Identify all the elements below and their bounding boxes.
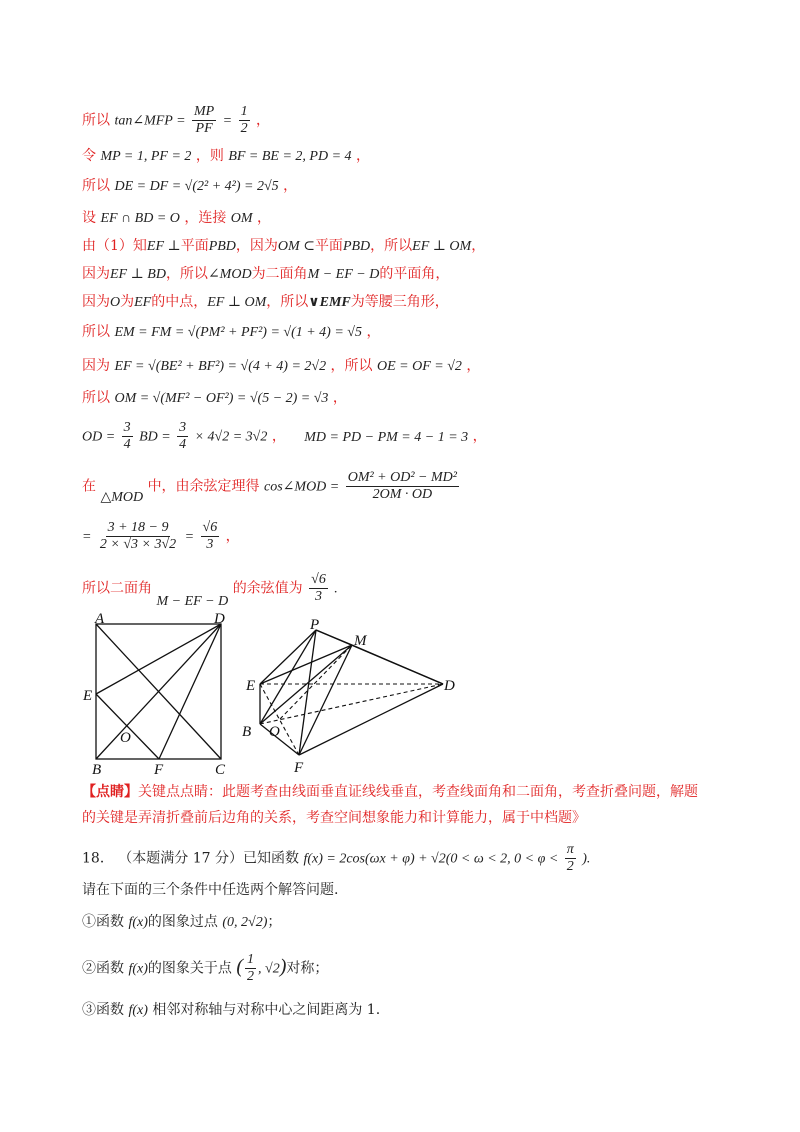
formula: (0, 2√2) <box>222 915 268 930</box>
label-M: M <box>354 633 367 649</box>
text: ， <box>356 148 370 164</box>
text: ， <box>332 390 347 406</box>
denominator: 4 <box>179 437 187 452</box>
text: 为二面角 <box>251 266 308 282</box>
formula: BF = BE = 2, PD = 4 <box>228 149 352 164</box>
dashed-BD <box>260 684 443 724</box>
denominator: 2 <box>247 969 255 984</box>
numerator: π <box>566 842 574 857</box>
solution-line-11 <box>82 420 487 453</box>
problem-18-header <box>82 842 590 875</box>
formula: OM <box>230 211 253 226</box>
formula: MP = 1, PF = 2 <box>100 149 192 164</box>
numerator: 1 <box>240 104 248 119</box>
text: 相邻对称轴与对称中心之间距离为 1. <box>152 1002 381 1018</box>
label-A: A <box>95 612 105 627</box>
text: ，连接 <box>184 210 227 226</box>
label-E: E <box>83 688 93 704</box>
fraction <box>192 104 216 137</box>
formula: EF ⊥ OM <box>412 239 472 254</box>
dashed-OM <box>280 645 352 719</box>
text: 在 <box>82 478 96 495</box>
formula: DE = DF = √(2² + 4²) = 2√5 <box>114 179 279 194</box>
text: ，所以 <box>165 266 208 282</box>
text: 的图象关于点 <box>147 960 232 977</box>
instruction-text: 请在下面的三个条件中任选两个解答问题. <box>82 882 339 898</box>
problem-intro: （本题满分 17 分）已知函数 <box>118 850 299 867</box>
solution-line-6 <box>82 264 449 285</box>
solution-line-13 <box>82 520 240 553</box>
denominator: 4 <box>123 437 131 452</box>
solution-line-12 <box>82 470 461 503</box>
formula: BD = <box>139 429 171 445</box>
text: ，所以 <box>370 238 413 254</box>
denominator: 3 <box>314 589 322 604</box>
formula: f(x) <box>128 961 148 977</box>
numerator: √6 <box>202 520 218 535</box>
numerator: 3 <box>123 420 131 435</box>
formula: tan∠MFP = <box>114 113 186 129</box>
text: ， <box>283 178 298 194</box>
formula: , √2 <box>258 961 280 977</box>
formula: . <box>334 581 338 597</box>
solution-line-4 <box>82 208 271 229</box>
text: 为 <box>120 294 135 310</box>
label-F: F <box>154 762 164 777</box>
denominator: PF <box>195 121 213 136</box>
text: 所以 <box>82 112 110 129</box>
denominator: 3 <box>206 537 214 552</box>
text: 的中点， <box>151 294 208 310</box>
formula: × 4√2 = 3√2 <box>194 429 268 445</box>
text: 平面 <box>314 238 343 254</box>
formula: EF = √(BE² + BF²) = √(4 + 4) = 2√2 <box>114 359 327 374</box>
numerator: √6 <box>311 572 326 587</box>
label-P: P <box>310 617 320 633</box>
fraction <box>177 420 188 453</box>
formula: OM ⊂ <box>277 239 315 254</box>
label-D: D <box>444 678 455 694</box>
label-B: B <box>242 724 252 740</box>
numerator: OM² + OD² − MD² <box>347 470 457 485</box>
text: ①函数 <box>82 914 124 930</box>
paren-close: ) <box>279 955 287 978</box>
text: ，则 <box>195 148 224 164</box>
formula: EF <box>134 295 152 310</box>
text: 的平面角， <box>379 266 450 282</box>
formula: M − EF − D <box>156 593 229 609</box>
text: ，所以 <box>330 358 373 374</box>
formula: f(x) <box>128 915 148 930</box>
formula: ∠MOD <box>207 267 252 282</box>
numerator: 3 + 18 − 9 <box>107 520 169 535</box>
formula: OM = √(MF² − OF²) = √(5 − 2) = √3 <box>114 391 329 406</box>
formula: f(x) <box>128 1003 148 1018</box>
text: ， <box>256 112 271 129</box>
denominator: 2OM · OD <box>372 487 433 502</box>
solution-line-10 <box>82 388 347 409</box>
comment-text: 的关键是弄清折叠前后边角的关系，考查空间想象能力和计算能力，属于中档题》 <box>82 810 586 826</box>
segment-DF <box>159 624 221 759</box>
formula: △MOD <box>100 489 144 505</box>
formula: EF ∩ BD = O <box>100 211 180 226</box>
comment-line-2 <box>82 808 586 828</box>
fraction <box>201 520 220 553</box>
fraction <box>239 104 250 137</box>
fraction <box>309 572 328 605</box>
solid-diagram <box>238 612 468 777</box>
label-D: D <box>214 612 225 627</box>
label-F: F <box>294 760 304 776</box>
text: ， <box>472 428 487 445</box>
label-E: E <box>246 678 256 694</box>
formula: PBD <box>208 239 236 254</box>
text: ， <box>225 528 240 545</box>
text: 对称； <box>286 960 329 977</box>
denominator: 2 × √3 × 3√2 <box>99 537 177 552</box>
formula: = <box>222 113 233 129</box>
text: 所以二面角 <box>82 580 152 597</box>
text: 所以 <box>82 324 110 340</box>
formula: O <box>110 295 121 310</box>
solution-line-3 <box>82 176 297 197</box>
text: 的图象过点 <box>147 914 218 930</box>
text: 平面 <box>180 238 209 254</box>
text: ， <box>271 428 286 445</box>
text: 为等腰三角形， <box>350 294 449 310</box>
text: 设 <box>82 210 96 226</box>
condition-1 <box>82 912 281 933</box>
denominator: 2 <box>566 859 574 874</box>
formula: EF ⊥ OM <box>207 295 267 310</box>
text: 中，由余弦定理得 <box>147 478 260 495</box>
text: ，所以 <box>266 294 309 310</box>
label-B: B <box>92 762 102 777</box>
fraction <box>565 842 576 875</box>
solution-line-1 <box>82 104 270 137</box>
solution-line-5 <box>82 236 485 257</box>
solution-line-7 <box>82 292 449 313</box>
text: 的余弦值为 <box>232 580 303 597</box>
formula: MD = PD − PM = 4 − 1 = 3 <box>304 429 469 445</box>
paren-open: ( <box>236 955 244 978</box>
text: ， <box>257 210 272 226</box>
formula: f(x) = 2cos(ωx + φ) + √2(0 < ω < 2, 0 < φ < <box>303 851 559 867</box>
fraction <box>346 470 459 503</box>
formula: cos∠MOD = <box>264 479 340 495</box>
solution-line-14 <box>82 572 338 609</box>
text: 所以 <box>82 390 110 406</box>
text: 因为 <box>82 266 110 282</box>
formula: ). <box>582 851 591 867</box>
text: ③函数 <box>82 1002 124 1018</box>
figure-square <box>80 612 240 781</box>
condition-2 <box>82 952 328 985</box>
problem-number: 18． <box>82 850 114 867</box>
label-O: O <box>269 724 280 740</box>
text: 令 <box>82 148 96 164</box>
problem-18-instruction <box>82 880 338 900</box>
fraction <box>245 952 256 985</box>
formula: OD = <box>82 429 116 445</box>
formula: ∨EMF <box>308 295 351 310</box>
text: ， <box>466 358 481 374</box>
edge-PD <box>316 630 443 684</box>
numerator: 1 <box>247 952 255 967</box>
fraction <box>122 420 133 453</box>
text: 因为 <box>82 358 110 374</box>
fraction <box>98 520 178 553</box>
edge-PB <box>260 630 316 724</box>
figure-solid <box>238 612 468 781</box>
comment-tag: 【点睛】 <box>82 784 138 800</box>
label-O: O <box>120 730 131 746</box>
denominator: 2 <box>240 121 248 136</box>
condition-3 <box>82 1000 380 1021</box>
formula: OE = OF = √2 <box>377 359 462 374</box>
segment-DE <box>96 624 221 694</box>
solution-line-8 <box>82 322 380 343</box>
text: 所以 <box>82 178 110 194</box>
comment-text: 关键点点睛：此题考查由线面垂直证线线垂直，考查线面角和二面角，考查折叠问题，解题 <box>138 784 698 800</box>
formula: = <box>184 529 195 545</box>
solution-line-9 <box>82 356 480 377</box>
solution-line-2 <box>82 146 370 167</box>
text: ， <box>366 324 381 340</box>
label-C: C <box>215 762 226 777</box>
formula: = <box>82 529 92 545</box>
formula: EF ⊥ BD <box>110 267 166 282</box>
numerator: MP <box>194 104 215 119</box>
text: 因为 <box>82 294 110 310</box>
edge-EM <box>260 645 352 684</box>
text: ，因为 <box>235 238 278 254</box>
edge-FD <box>299 684 443 755</box>
formula: EM = FM = √(PM² + PF²) = √(1 + 4) = √5 <box>114 325 362 340</box>
text: ； <box>267 914 282 930</box>
formula: PBD <box>342 239 371 254</box>
text: ， <box>471 238 486 254</box>
comment-line-1 <box>82 782 698 802</box>
formula: M − EF − D <box>307 267 380 282</box>
square-diagram <box>80 612 240 777</box>
formula: EF ⊥ <box>146 239 181 254</box>
text: ②函数 <box>82 960 124 977</box>
numerator: 3 <box>179 420 187 435</box>
text: 由（1）知 <box>82 238 147 254</box>
